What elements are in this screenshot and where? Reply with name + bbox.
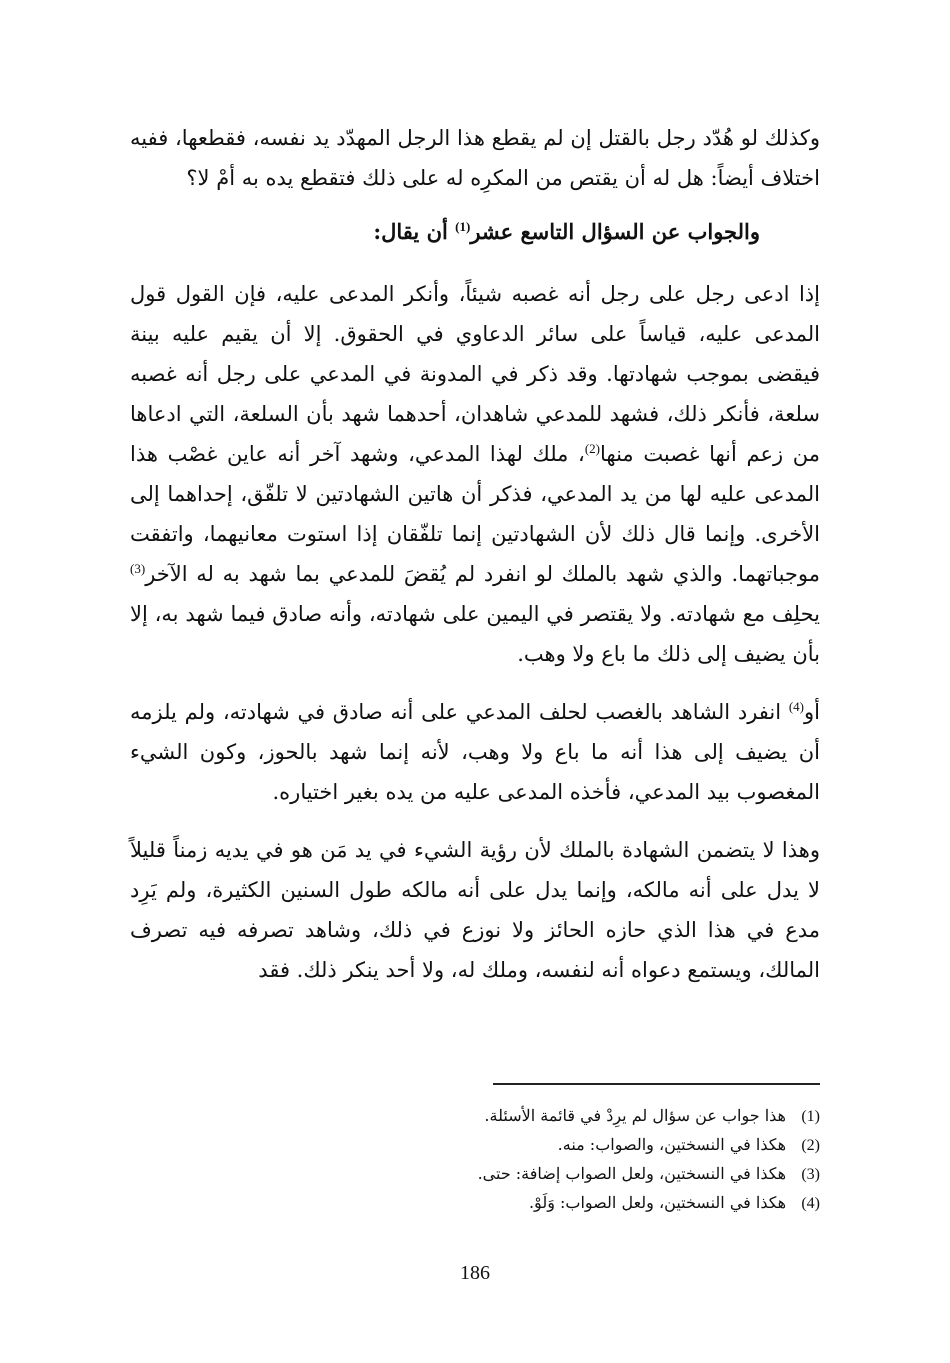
paragraph-3 <box>130 692 820 812</box>
paragraph-3-text-b: انفرد الشاهد بالغصب لحلف المدعي على أنه صادق في شهادته، ولم يلزمه أن يضيف إلى هذا أنه ما باع ولا وهب، لأنه إنما شهد بالحوز، وكون الشيء المغصوب بيد المدعي، فأخذه المدعى عليه من يده بغير اختياره. <box>130 700 820 804</box>
page-number: 186 <box>460 1262 490 1284</box>
paragraph-2 <box>130 274 820 674</box>
footnote-1 <box>260 1102 820 1131</box>
footnote-text: هذا جواب عن سؤال لم يرِدْ في قائمة الأسئلة. <box>484 1106 786 1125</box>
footnote-number: (1) <box>801 1108 820 1125</box>
paragraph-1-text: وكذلك لو هُدّد رجل بالقتل إن لم يقطع هذا الرجل المهدّد يد نفسه، فقطعها، ففيه اختلاف أيضاً: هل له أن يقتص من المكرِه له على ذلك فتقطع يده به أمْ لا؟ <box>130 126 820 190</box>
footnote-text: هكذا في النسختين، والصواب: منه. <box>557 1135 786 1154</box>
heading-text: والجواب عن السؤال التاسع عشر <box>470 219 760 244</box>
footnote-number: (3) <box>801 1166 820 1183</box>
footnote-ref-2[interactable]: (2) <box>584 441 601 456</box>
section-heading <box>130 212 760 252</box>
footnote-3 <box>260 1160 820 1189</box>
footnote-number: (2) <box>801 1137 820 1154</box>
paragraph-2-text-c: يحلِف مع شهادته. ولا يقتصر في اليمين على شهادته، وأنه صادق فيما شهد به، إلا بأن يضيف إلى ذلك ما باع ولا وهب. <box>130 602 820 666</box>
paragraph-2-text-a: إذا ادعى رجل على رجل أنه غصبه شيئاً، وأنكر المدعى عليه، فإن القول قول المدعى عليه، قياساً على سائر الدعاوي في الحقوق. إلا أن يقيم عليه بينة فيقضى بموجب شهادتها. وقد ذكر في المدونة في المدعي على رجل أنه غصبه سلعة، فأنكر ذلك، فشهد للمدعي شاهدان، أحدهما شهد بأن السلعة، التي ادعاها من زعم أنها غصبت منها <box>130 282 821 466</box>
paragraph-1 <box>130 118 820 198</box>
footnote-ref-1[interactable]: (1) <box>455 219 471 234</box>
footnotes <box>260 1102 820 1218</box>
footnote-text: هكذا في النسختين، ولعل الصواب إضافة: حتى. <box>477 1164 786 1183</box>
main-text <box>130 118 820 990</box>
footnote-number: (4) <box>801 1195 820 1212</box>
paragraph-4 <box>130 830 820 990</box>
footnote-ref-3[interactable]: (3) <box>130 561 146 576</box>
footnote-4 <box>260 1189 820 1218</box>
footnote-2 <box>260 1131 820 1160</box>
heading-text-end: أن يقال: <box>373 219 456 244</box>
footnote-ref-4[interactable]: (4) <box>788 699 805 714</box>
paragraph-4-text: وهذا لا يتضمن الشهادة بالملك لأن رؤية الشيء في يد مَن هو في يديه زمناً قليلاً لا يدل على أنه مالكه، وإنما يدل على أنه مالكه طول السنين الكثيرة، ولم يَرِد مدع في هذا الذي حازه الحائز ولا نوزع في ذلك، وشاهد تصرفه فيه تصرف المالك، ويستمع دعواه أنه لنفسه، وملك له، ولا أحد ينكر ذلك. فقد <box>130 838 820 982</box>
paragraph-3-text-a: أو <box>804 700 820 724</box>
footnote-text: هكذا في النسختين، ولعل الصواب: وَلَوْ. <box>528 1193 786 1212</box>
paragraph-2-text-b: ، ملك لهذا المدعي، وشهد آخر أنه عاين غصْب هذا المدعى عليه لها من يد المدعي، فذكر أن هاتين الشهادتين لا تلفّق، إحداهما إلى الأخرى. وإنما قال ذلك لأن الشهادتين إنما تلفّقان إذا استوت معانيهما، واتفقت موجباتهما. والذي شهد بالملك لو انفرد لم يُقضَ للمدعي بما شهد به له الآخر <box>130 442 820 586</box>
footnote-separator <box>493 1083 820 1085</box>
